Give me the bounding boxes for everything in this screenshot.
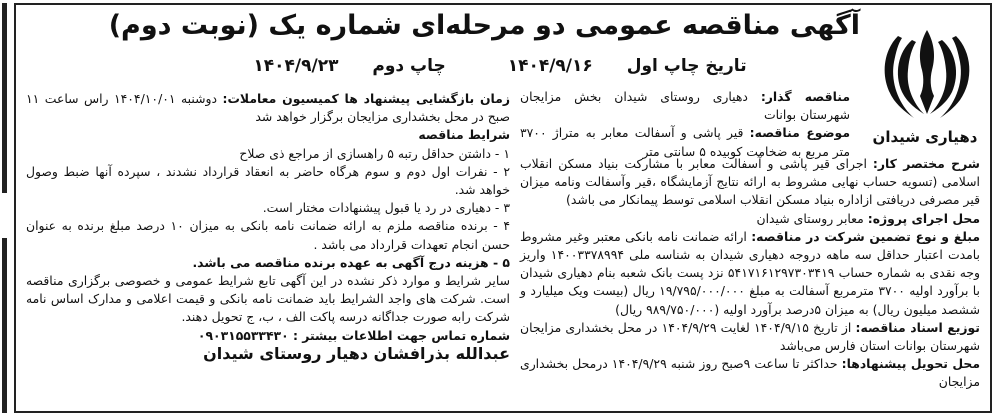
signature: عبدالله بذرافشان دهیار روستای شیدان bbox=[203, 343, 510, 363]
other-conditions: سایر شرایط و موارد ذکر نشده در این آگهی تابع شرایط عمومی و خصوصی برگزاری مناقصه است. شرکت های واجد الشرایط باید ضمانت نامه بانکی و قیمت اعلامی و مدارک اساس نامه شرکت رابه صورت جداگانه درسه پاکت الف ، ب، ج تحویل دهند. bbox=[26, 273, 510, 325]
condition-item: ۱ - داشتن حداقل رتبه ۵ راهسازی از مراجع ذی صلاح bbox=[239, 145, 510, 161]
print1-date: ۱۴۰۴/۹/۱۶ bbox=[507, 56, 593, 76]
delivery-label: محل تحویل پیشنهادها: bbox=[841, 356, 981, 372]
contact-label: شماره تماس جهت اطلاعات بیشتر : bbox=[292, 327, 510, 343]
client-line bbox=[520, 88, 850, 124]
desc-line bbox=[520, 155, 980, 210]
subject-label: موضوع مناقصه: bbox=[749, 125, 850, 141]
conditions-title: شرایط مناقصه bbox=[418, 127, 510, 143]
condition-item: ۲ - نفرات اول دوم و سوم هرگاه حاضر به انعقاد قرارداد نشدند ، سپرده آنها ضبط وصول خواهد شد. bbox=[26, 163, 510, 198]
location-label: محل اجرای پروژه: bbox=[867, 210, 980, 226]
print-dates bbox=[140, 56, 860, 76]
right-column-bottom bbox=[520, 155, 980, 392]
print2-label: چاپ دوم bbox=[372, 56, 446, 76]
client-label: مناقصه گذار: bbox=[760, 89, 850, 104]
sidebar-rule bbox=[2, 3, 7, 193]
distribution-text: از تاریخ ۱۴۰۴/۹/۱۵ لغایت ۱۴۰۴/۹/۲۹ در محل بخشداری مزایجان شهرستان بوانات استان فارس می‌باشد bbox=[520, 319, 980, 354]
right-column-top bbox=[520, 88, 850, 161]
contact-number: ۰۹۰۳۱۵۵۳۳۴۳۰ bbox=[197, 327, 289, 343]
guarantee-text: ارائه ضمانت نامه بانکی معتبر وغیر مشروط بامدت اعتبار حداقل سه ماهه دروجه دهیاری شیدان به شناسه ملی ۱۴۰۰۳۳۷۸۹۹۴ واریز وجه نقدی به شماره حساب ۵۴۱۷۱۶۱۲۹۷۳۰۳۴۱۹ نزد پست بانک شعبه بنام دهیاری شیدان با برآورد اولیه ۳۷۰۰ مترمربع آسفالت به مبلغ ۱۹/۷۹۵/۰۰۰/۰۰۰ ریال (بیست ویک میلیارد و ششصد میلیون ریال) به میزان ۵درصد برآورد اولیه (۹۸۹/۷۵۰/۰۰۰ ریال) bbox=[520, 228, 980, 317]
delivery-line bbox=[520, 355, 980, 391]
opening-text: دوشنبه ۱۴۰۴/۱۰/۰۱ راس ساعت ۱۱ صبح در محل بخشداری مزایجان برگزار خواهد شد bbox=[26, 91, 510, 125]
print2-date: ۱۴۰۴/۹/۲۳ bbox=[253, 56, 339, 76]
opening-line bbox=[26, 90, 510, 126]
sidebar-rule bbox=[2, 238, 7, 413]
desc-text: اجرای قیر پاشی و آسفالت معابر با مشارکت بنیاد مسکن انقلاب اسلامی (تسویه حساب نهایی مشروط به ارائه نتایج آزمایشگاه ،قیر وآسفالت ونامه میزان قیر مصرفی دریافتی ازاداره بنیاد مسکن انقلاب اسلامی توسط پیمانکار می باشد) bbox=[520, 156, 980, 208]
guarantee-label: مبلغ و نوع تضمین شرکت در مناقصه: bbox=[751, 228, 981, 244]
iran-emblem-icon bbox=[872, 22, 982, 122]
brand-name: دهیاری شیدان bbox=[872, 128, 978, 146]
distribution-label: توزیع اسناد مناقصه: bbox=[855, 319, 980, 335]
opening-label: زمان بازگشایی پیشنهاد ها کمیسیون معاملات: bbox=[222, 91, 510, 106]
desc-label: شرح مختصر کار: bbox=[872, 156, 980, 171]
condition-item: ۵ - هزینه درج آگهی به عهده برنده مناقصه می باشد. bbox=[192, 254, 510, 270]
location-line bbox=[520, 210, 980, 228]
delivery-text: حداکثر تا ساعت ۹صبح روز شنبه ۱۴۰۴/۹/۲۹ درمحل بخشداری مزایجان bbox=[520, 356, 980, 390]
page-title: آگهی مناقصه عمومی دو مرحله‌ای شماره یک (نوبت دوم) bbox=[108, 10, 860, 41]
client-text: دهیاری روستای شیدان بخش مزایجان شهرستان بوانات bbox=[520, 89, 850, 123]
guarantee-line bbox=[520, 228, 980, 319]
contact-line bbox=[26, 327, 510, 345]
condition-item: ۴ - برنده مناقصه ملزم به ارائه ضمانت نامه بانکی به میزان ۱۰ درصد مبلغ برنده به عنوان حسن انجام تعهدات قرارداد می باشد . bbox=[26, 218, 510, 252]
subject-text: قیر پاشی و آسفالت معابر به متراژ ۳۷۰۰ متر مربع به ضخامت کوبیده ۵ سانتی متر bbox=[520, 125, 850, 159]
condition-item: ۳ - دهیاری در رد یا قبول پیشنهادات مختار است. bbox=[262, 200, 510, 216]
location-text: معابر روستای شیدان bbox=[756, 210, 864, 226]
distribution-line bbox=[520, 319, 980, 355]
left-column bbox=[26, 90, 510, 363]
print1-label: تاریخ چاپ اول bbox=[626, 56, 747, 76]
